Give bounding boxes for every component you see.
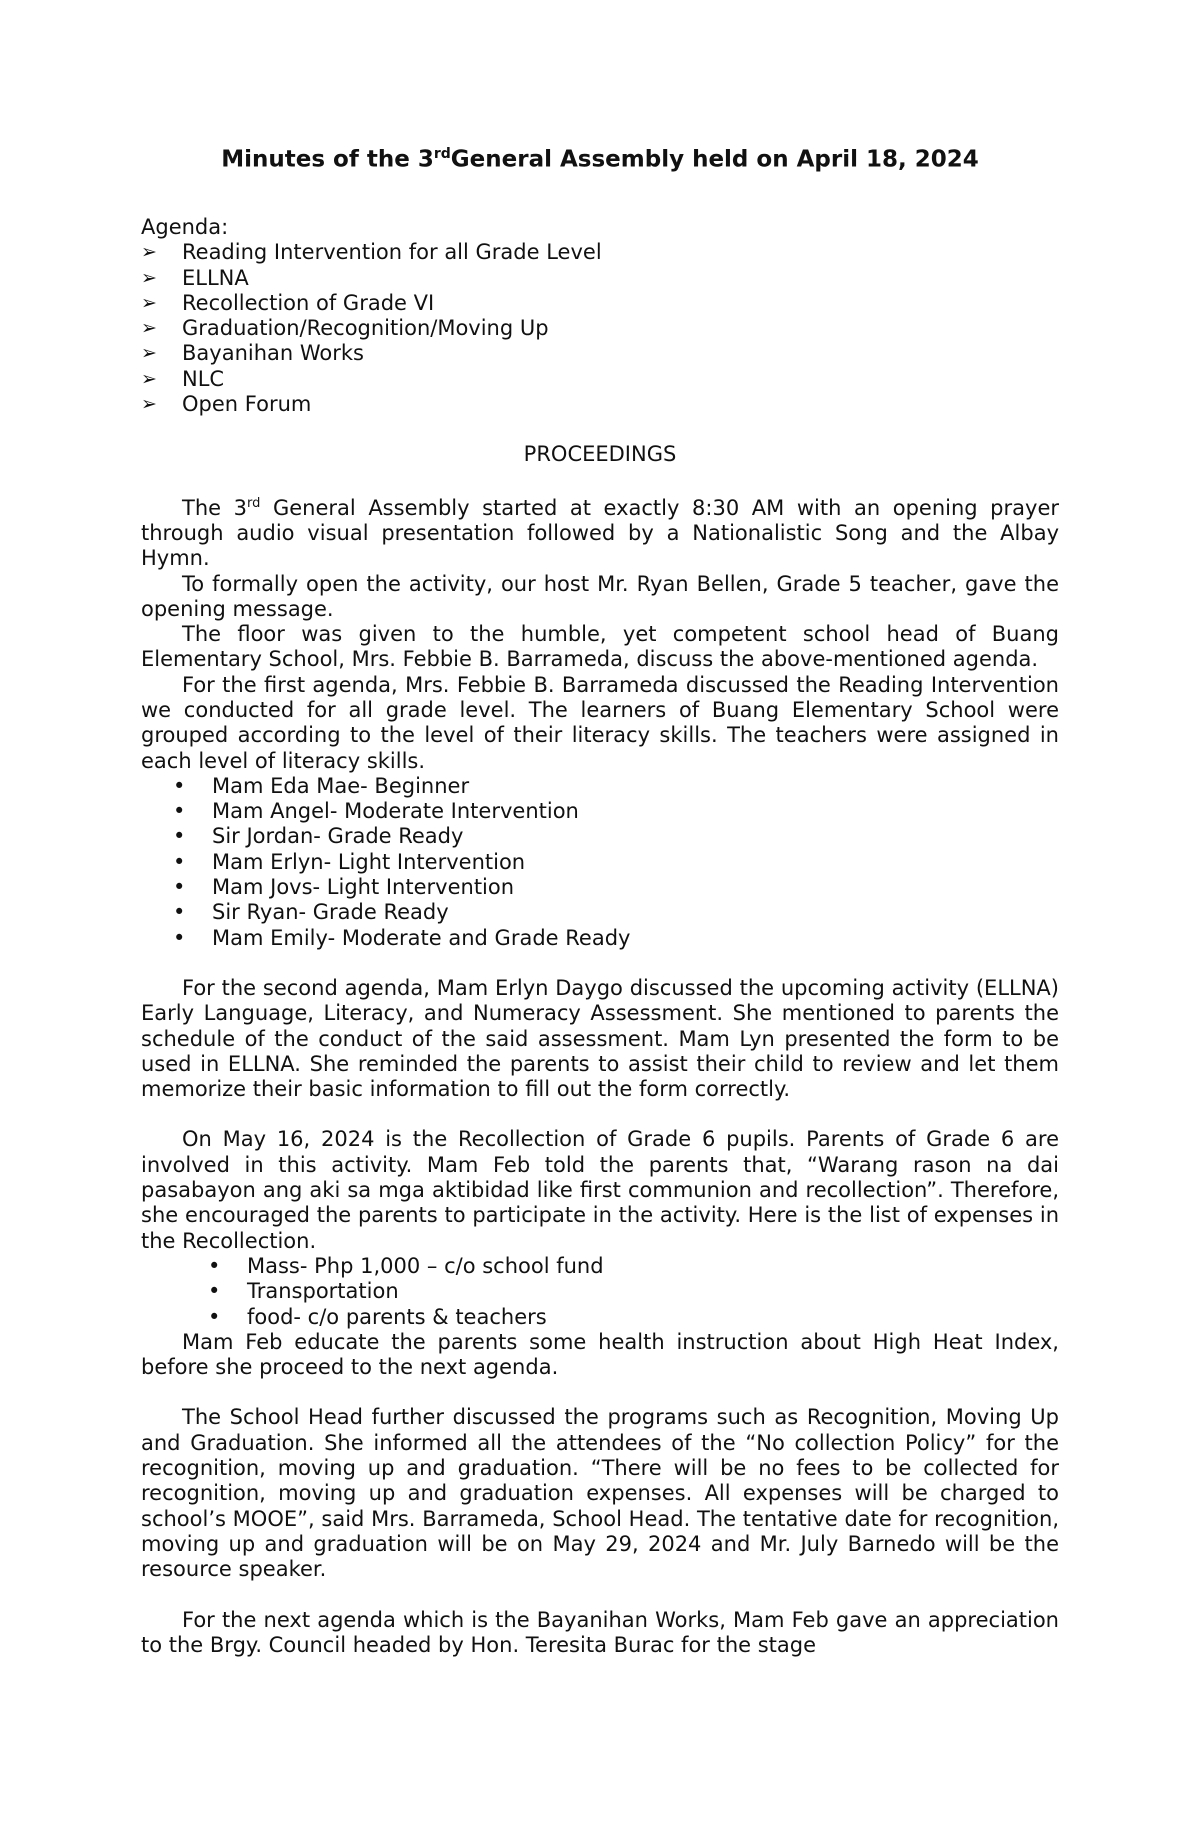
paragraph-floor: The floor was given to the humble, yet competent school head of Buang Elementary School, Mrs. Febbie B. Barrameda, discuss the above-mentioned agenda. [141,622,1059,672]
paragraph-graduation: The School Head further discussed the programs such as Recognition, Moving Up and Graduation. She informed all the attendees of the “No collection Policy” for the recognition, moving up and graduation. “There will be no fees to be collected for recognition, moving up and graduation expenses. All expenses will be charged to school’s MOOE”, said Mrs. Barrameda, School Head. The tentative date for recognition, moving up and graduation will be on May 29, 2024 and Mr. July Barnedo will be the resource speaker. [141,1405,1059,1582]
arrow-bullet-icon: ➢ [141,317,157,340]
expenses-list [141,1254,1059,1330]
paragraph-heat-index: Mam Feb educate the parents some health instruction about High Heat Index, before she proceed to the next agenda. [141,1329,1059,1380]
list-item [141,799,1059,824]
agenda-item [141,316,1059,341]
teacher-assignment-list [141,774,1059,951]
agenda-item-label: Reading Intervention for all Grade Level [182,240,602,265]
paragraph-second-agenda: For the second agenda, Mam Erlyn Daygo discussed the upcoming activity (ELLNA) Early Language, Literacy, and Numeracy Assessment. She mentioned to parents the schedule of the conduct of the said assessment. Mam Lyn presented the form to be used in ELLNA. She reminded the parents to assist their child to review and let them memorize their basic information to fill out the form correctly. [141,975,1059,1102]
list-item-label: Mam Erlyn- Light Intervention [212,849,526,874]
agenda-list [141,240,1059,417]
agenda-item-label: Graduation/Recognition/Moving Up [182,316,549,341]
spacer [141,1102,1059,1127]
agenda-item-label: NLC [182,366,225,391]
agenda-item [141,240,1059,265]
list-item [141,926,1059,951]
bullet-icon: • [208,1279,221,1304]
agenda-item [141,291,1059,316]
agenda-item-label: Bayanihan Works [182,341,364,366]
list-item-label: Sir Ryan- Grade Ready [212,900,449,925]
list-item [141,1279,1059,1304]
list-item-label: Mam Emily- Moderate and Grade Ready [212,925,631,950]
arrow-bullet-icon: ➢ [141,342,157,365]
paragraph-opening [141,491,1059,572]
spacer [141,951,1059,976]
paragraph-opening-prefix: The 3 [182,495,248,520]
list-item-label: Transportation [247,1279,399,1304]
agenda-label: Agenda: [141,214,229,239]
list-item-label: Mam Eda Mae- Beginner [212,773,470,798]
agenda-item [141,392,1059,417]
list-item [141,900,1059,925]
list-item [141,875,1059,900]
list-item [141,850,1059,875]
list-item-label: Mam Jovs- Light Intervention [212,875,515,900]
list-item [141,774,1059,799]
arrow-bullet-icon: ➢ [141,367,157,390]
agenda-item-label: Open Forum [182,392,312,417]
bullet-icon: • [173,824,186,849]
agenda-item [141,367,1059,392]
bullet-icon: • [173,900,186,925]
paragraph-opening-suffix: General Assembly started at exactly 8:30 AM with an opening prayer through audio visual presentation followed by a Nationalistic Song and the Albay Hymn. [141,495,1059,571]
paragraph-opening-superscript: rd [247,495,261,511]
title-prefix: Minutes of the 3 [221,146,434,173]
agenda-item-label: ELLNA [182,265,249,290]
bullet-icon: • [208,1253,221,1278]
spacer [141,1380,1059,1405]
bullet-icon: • [173,925,186,950]
agenda-item-label: Recollection of Grade VI [182,290,435,315]
paragraph-recollection: On May 16, 2024 is the Recollection of Grade 6 pupils. Parents of Grade 6 are involved in this activity. Mam Feb told the parents that, “Warang rason na dai pasabayon ang aki sa mga aktibidad like first communion and recollection”. Therefore, she encouraged the parents to participate in the activity. Here is the list of expenses in the Recollection. [141,1127,1059,1253]
agenda-item [141,341,1059,366]
list-item [141,1305,1059,1330]
arrow-bullet-icon: ➢ [141,393,157,416]
agenda-item [141,266,1059,291]
page-title [141,142,1059,173]
proceedings-heading: PROCEEDINGS [523,442,677,467]
arrow-bullet-icon: ➢ [141,241,157,264]
title-suffix: General Assembly held on April 18, 2024 [450,146,979,173]
bullet-icon: • [208,1304,221,1329]
paragraph-bayanihan: For the next agenda which is the Bayanihan Works, Mam Feb gave an appreciation to the Brgy. Council headed by Hon. Teresita Burac for the stage [141,1607,1059,1657]
paragraph-host: To formally open the activity, our host Mr. Ryan Bellen, Grade 5 teacher, gave the opening message. [141,571,1059,621]
paragraph-first-agenda: For the first agenda, Mrs. Febbie B. Barrameda discussed the Reading Intervention we conducted for all grade level. The learners of Buang Elementary School were grouped according to the level of their literacy skills. The teachers were assigned in each level of literacy skills. [141,672,1059,773]
bullet-icon: • [173,849,186,874]
list-item-label: Sir Jordan- Grade Ready [212,824,464,849]
list-item [141,1254,1059,1279]
arrow-bullet-icon: ➢ [141,291,157,314]
title-superscript: rd [433,146,451,162]
list-item-label: Mass- Php 1,000 – c/o school fund [247,1253,604,1278]
document-page [141,128,1059,1658]
spacer [141,1583,1059,1608]
bullet-icon: • [173,773,186,798]
bullet-icon: • [173,875,186,900]
bullet-icon: • [173,799,186,824]
list-item-label: food- c/o parents & teachers [247,1304,547,1329]
list-item-label: Mam Angel- Moderate Intervention [212,799,579,824]
list-item [141,824,1059,849]
arrow-bullet-icon: ➢ [141,266,157,289]
